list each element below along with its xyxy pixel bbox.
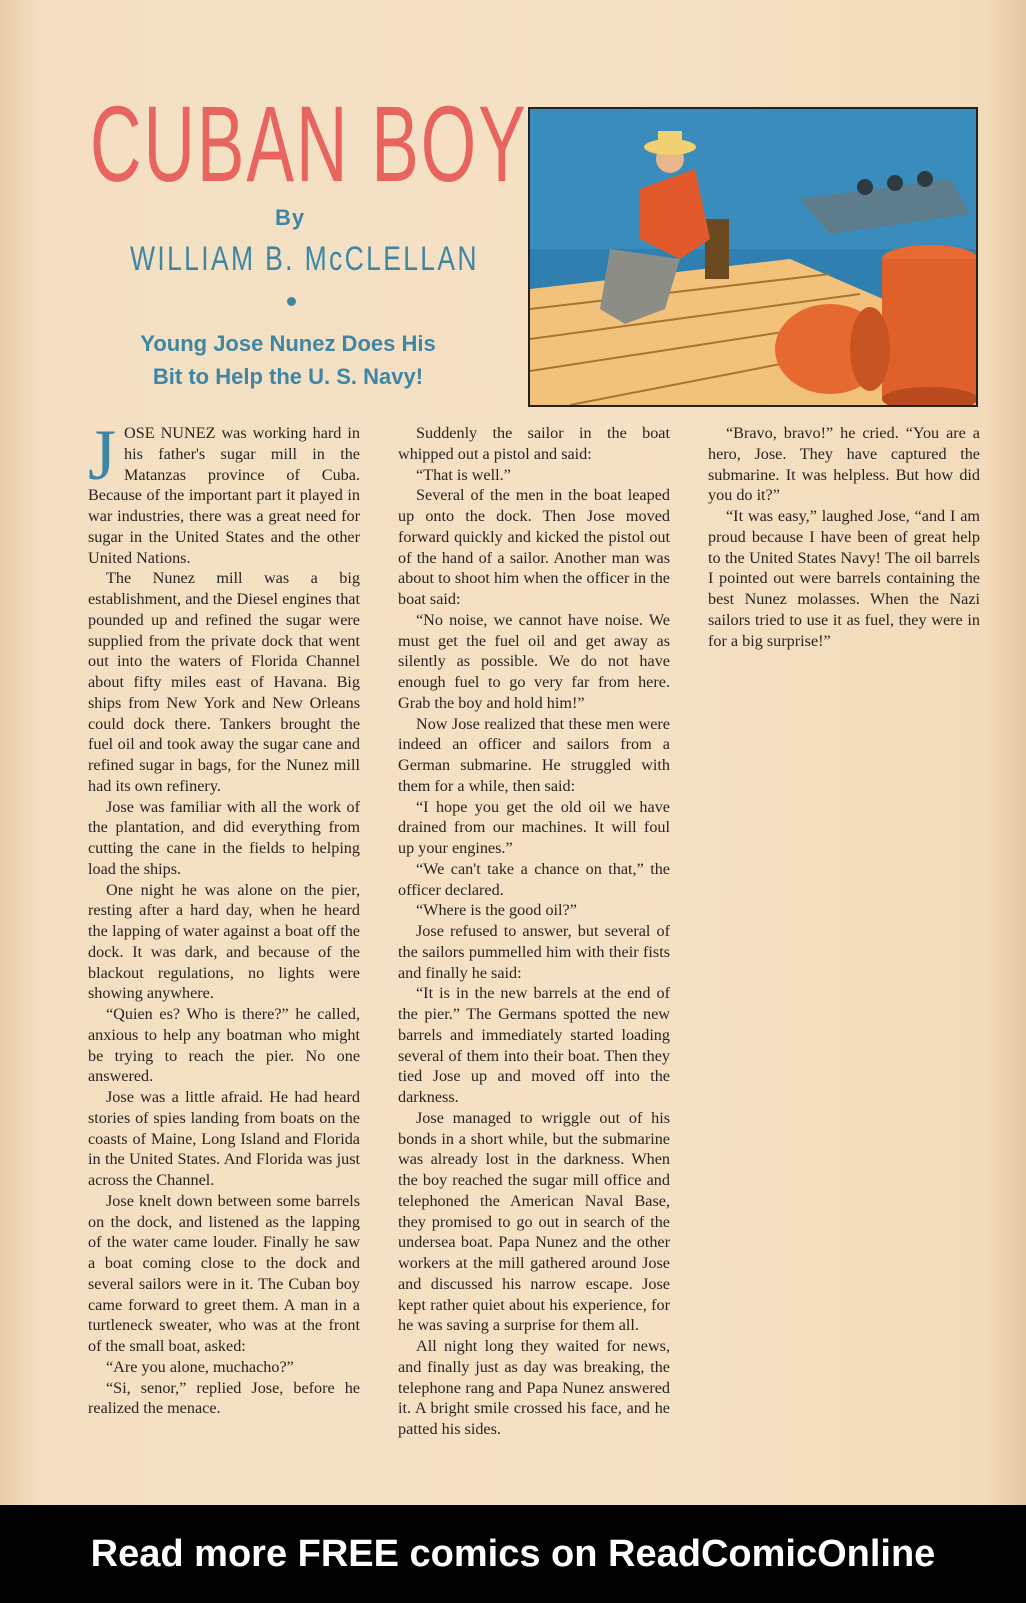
article-paragraph: “It was easy,” laughed Jose, “and I am proud because I have been of great help to the United States Navy! The oil barrels I pointed out were barrels containing the best Nunez molasses. When the Nazi sailors tried to use it as fuel, they were in for a big surprise!” [708, 507, 980, 650]
article-paragraph: Jose knelt down between some barrels on the dock, and listened as the lapping of the water came louder. Finally he saw a boat coming close to the dock and several sailors were in it. The Cuban boy came forward to greet them. A man in a turtleneck sweater, who was at the front of the small boat, asked: [88, 1191, 360, 1355]
article-paragraph: The Nunez mill was a big establishment, and the Diesel engines that pounded up and refined the sugar were supplied from the private dock that went out into the waters of Florida Channel about fifty miles east of Havana. Big ships from New York and New Orleans could dock there. Tankers brought the fuel oil and took away the sugar cane and refined sugar in bags, for the Nunez mill had its own refinery. [88, 569, 360, 795]
article-paragraph: Jose was familiar with all the work of the plantation, and did everything from cutting the cane in the fields to helping load the ships. [88, 797, 360, 878]
article-paragraph: One night he was alone on the pier, resting after a hard day, when he heard the lapping of water against a boat off the dock. It was dark, and because of the blackout regulations, no lights were showing anywhere. [88, 880, 360, 1003]
article-paragraph: “That is well.” [416, 465, 511, 484]
article-paragraph: “I hope you get the old oil we have drained from our machines. It will foul up your engines.” [398, 797, 670, 857]
article-paragraph: “We can't take a chance on that,” the officer declared. [398, 859, 670, 899]
article-paragraph [88, 415, 360, 568]
article-paragraph: Suddenly the sailor in the boat whipped out a pistol and said: [398, 424, 670, 463]
article-paragraph: “No noise, we cannot have noise. We must get the fuel oil and get away as silently as possible. We do not have enough fuel to go very far from here. Grab the boy and hold him!” [398, 610, 670, 712]
promo-footer-text: Read more FREE comics on ReadComicOnline [90, 1533, 936, 1575]
dock-scene-image [530, 109, 976, 405]
article-paragraph: Now Jose realized that these men were indeed an officer and sailors from a German submarine. He struggled with them for a while, then said: [398, 714, 670, 795]
subtitle-line-1: Young Jose Nunez Does His [140, 331, 436, 356]
story-title: CUBAN BOY [90, 83, 528, 204]
article-body [88, 415, 980, 1443]
subtitle-line-2: Bit to Help the U. S. Navy! [152, 364, 424, 389]
article-paragraph: All night long they waited for news, and finally just as day was breaking, the telephone rang and Papa Nunez answered it. A bright smile crossed his face, and he patted his sides. [398, 1337, 670, 1438]
promo-footer-banner[interactable] [0, 1505, 1026, 1603]
article-paragraph: “Are you alone, muchacho?” [106, 1357, 294, 1376]
paragraph-text: OSE NUNEZ was working hard in his father's sugar mill in the Matanzas province of Cuba. Because of the important part it played in war industries, there was a great need for sugar in the United States and the other United Nations. [88, 424, 360, 567]
article-paragraph: “Quien es? Who is there?” he called, anxious to help any boatman who might be trying to reach the pier. No one answered. [88, 1005, 360, 1086]
article-paragraph: “It is in the new barrels at the end of the pier.” The Germans spotted the new barrels and immediately started loading several of them into their boat. Then they tied Jose up and moved off into the darkness. [398, 984, 670, 1106]
article-paragraph: Jose was a little afraid. He had heard stories of spies landing from boats on the coasts of Maine, Long Island and Florida in the United States. And Florida was just across the Channel. [88, 1088, 360, 1189]
article-paragraph: Jose refused to answer, but several of the sailors pummelled him with their fists and finally he said: [398, 922, 670, 982]
story-illustration [528, 107, 978, 407]
drop-cap: J [88, 415, 117, 495]
article-paragraph: Several of the men in the boat leaped up onto the dock. Then Jose moved forward quickly and kicked the pistol out of the hand of a sailor. Another man was about to shoot him when the officer in the boat said: [398, 486, 670, 608]
byline-by: By [274, 205, 306, 230]
story-subtitle [88, 327, 488, 393]
author-name: WILLIAM B. McCLELLAN [130, 240, 479, 278]
article-paragraph: Jose managed to wriggle out of his bonds in a short while, but the submarine was already lost in the darkness. When the boy reached the sugar mill office and telephoned the American Naval Base, they promised to go out in search of the undersea boat. Papa Nunez and the other workers at the mill gathered around Jose and discussed his narrow escape. Jose kept rather quiet about his experience, for he was saving a surprise for them all. [398, 1108, 670, 1335]
article-paragraph: “Bravo, bravo!” he cried. “You are a hero, Jose. They have captured the submarine. It was helpless. But how did you do it?” [708, 424, 980, 505]
article-paragraph: “Where is the good oil?” [416, 901, 577, 920]
separator-dot [287, 297, 296, 306]
article-paragraph: “Si, senor,” replied Jose, before he realized the menace. [88, 1378, 360, 1418]
